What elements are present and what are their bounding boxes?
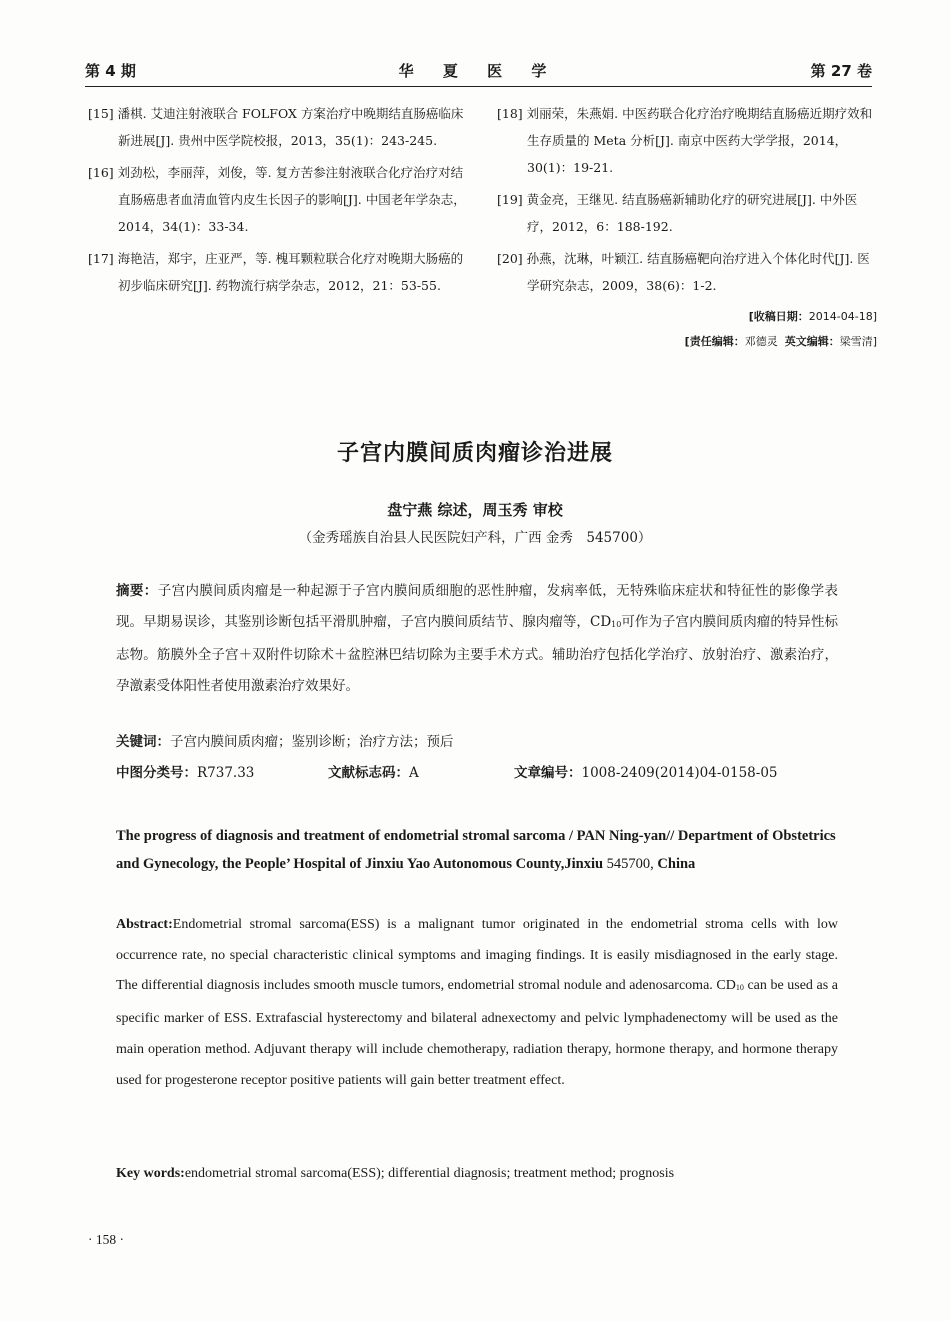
header-divider [85,86,872,87]
reference-item: [16] 刘劲松，李丽萍，刘俊，等. 复方苦参注射液联合化疗治疗对结直肠癌患者血清血管内皮生长因子的影响[J]. 中国老年学杂志，2014，34(1)：33-34. [88,165,466,234]
references-right-column [497,100,877,354]
volume-number: 第 27 卷 [810,62,872,80]
reference-item: [20] 孙燕，沈琳，叶颖江. 结直肠癌靶向治疗进入个体化时代[J]. 医学研究杂志，2009，38(6)：1-2. [497,251,870,293]
article-id-label: 文章编号： [514,765,582,781]
marker-subscript: 10 [611,619,622,629]
article-authors: 盘宁燕 综述，周玉秀 审校 [387,501,563,519]
english-cd10-marker [716,978,743,993]
marker-subscript: 10 [735,983,744,993]
editor-name: 邓德灵 [744,335,778,348]
marker-base: CD [589,613,612,630]
author-affiliation: （金秀瑶族自治县人民医院妇产科，广西 金秀 545700） [298,530,652,546]
article-id-value: 1008-2409(2014)04-0158-05 [581,765,778,781]
clc-label: 中图分类号： [116,765,197,781]
document-code [328,761,419,785]
abstract-text-part1: 子宫内膜间质肉瘤是一种起源于子宫内膜间质细胞的恶性肿瘤，发病率低，无特殊临床症状和特征性的影像学表现。早期易误诊，其鉴别诊断包括平滑肌肿瘤，子宫内膜间质结节、腺肉瘤等， [116,583,839,630]
english-abstract-part2: can be used as a specific marker of ESS. Extrafascial hysterectomy and bilateral adnexectomy and pelvic lymphadenectomy will be used as the main operation method. Adjuvant therapy will include chemotherapy, radiation therapy, hormone therapy, and hormone therapy used for progesterone receptor positive patients will gain better treatment effect. [116,978,838,1088]
issue-number: 第 4 期 [85,62,136,80]
clc-value: R737.33 [197,765,255,781]
doc-code-label: 文献标志码： [328,765,409,781]
keywords-text: 子宫内膜间质肉瘤；鉴别诊断；治疗方法；预后 [170,734,454,750]
english-country: China [657,856,696,872]
chinese-abstract [116,576,838,701]
english-abstract-part1: Endometrial stromal sarcoma(ESS) is a malignant tumor originated in the endometrial stroma cells with low occurrence rate, no special characteristic clinical symptoms and imaging findings. It is easily misdiagnosed in the early stage. The differential diagnosis includes smooth muscle tumors, endometrial stromal nodule and adenosarcoma. [116,917,838,994]
english-title: The progress of diagnosis and treatment of endometrial stromal sarcoma / PAN Ning-yan// Department of Obstetrics and Gynecology, the People’ Hospital of Jinxiu Yao Autonomous County,Jinxiu [116,828,836,872]
abstract-label: 摘要： [116,583,158,599]
abstract-text-part2: 可作为子宫内膜间质肉瘤的特异性标志物。筋膜外全子宫＋双附件切除术＋盆腔淋巴结切除为主要手术方式。辅助治疗包括化学治疗、放射治疗、激素治疗，孕激素受体阳性者使用激素治疗效果好。 [116,613,839,694]
chinese-keywords [116,730,838,754]
english-keywords-label: Key words: [116,1166,185,1181]
english-title-block [116,822,838,878]
received-date-label: [收稿日期： [748,310,809,323]
english-editor-name: 梁雪清] [839,335,877,348]
reference-item: [19] 黄金亮，王继见. 结直肠癌新辅助化疗的研究进展[J]. 中外医疗，2012，6：188-192. [497,192,858,234]
reference-item: [15] 潘棋. 艾迪注射液联合 FOLFOX 方案治疗中晚期结直肠癌临床新进展[J]. 贵州中医学院校报，2013，35(1)：243-245. [88,106,464,148]
received-date-value: 2014-04-18] [808,310,877,323]
english-keywords [116,1160,838,1188]
keywords-label: 关键词： [116,734,170,750]
english-abstract-label: Abstract: [116,917,173,932]
editor-credits [497,329,877,354]
received-date [497,304,877,329]
editor-label: [责任编辑： [684,335,745,348]
clc-number [116,761,254,785]
english-keywords-text: endometrial stromal sarcoma(ESS); differential diagnosis; treatment method; prognosis [184,1166,675,1181]
article-id [514,761,778,785]
english-abstract [116,910,838,1096]
doc-code-value: A [409,765,419,781]
journal-name: 华 夏 医 学 [398,62,559,80]
page-number: · 158 · [88,1232,124,1247]
cd10-marker [590,614,621,630]
reference-item: [17] 海艳洁，郑宇，庄亚严，等. 槐耳颗粒联合化疗对晚期大肠癌的初步临床研究[J]. 药物流行病学杂志，2012，21：53-55. [88,251,464,293]
running-header [85,60,872,86]
english-editor-label: 英文编辑： [784,335,840,348]
references-left-column [88,100,474,304]
english-postcode: 545700, [606,856,654,872]
reference-item: [18] 刘丽荣，朱燕娟. 中医药联合化疗治疗晚期结直肠癌近期疗效和生存质量的 Meta 分析[J]. 南京中医药大学学报，2014，30(1)：19-21. [497,106,873,175]
marker-base: CD [716,978,736,994]
article-title: 子宫内膜间质肉瘤诊治进展 [336,441,613,466]
